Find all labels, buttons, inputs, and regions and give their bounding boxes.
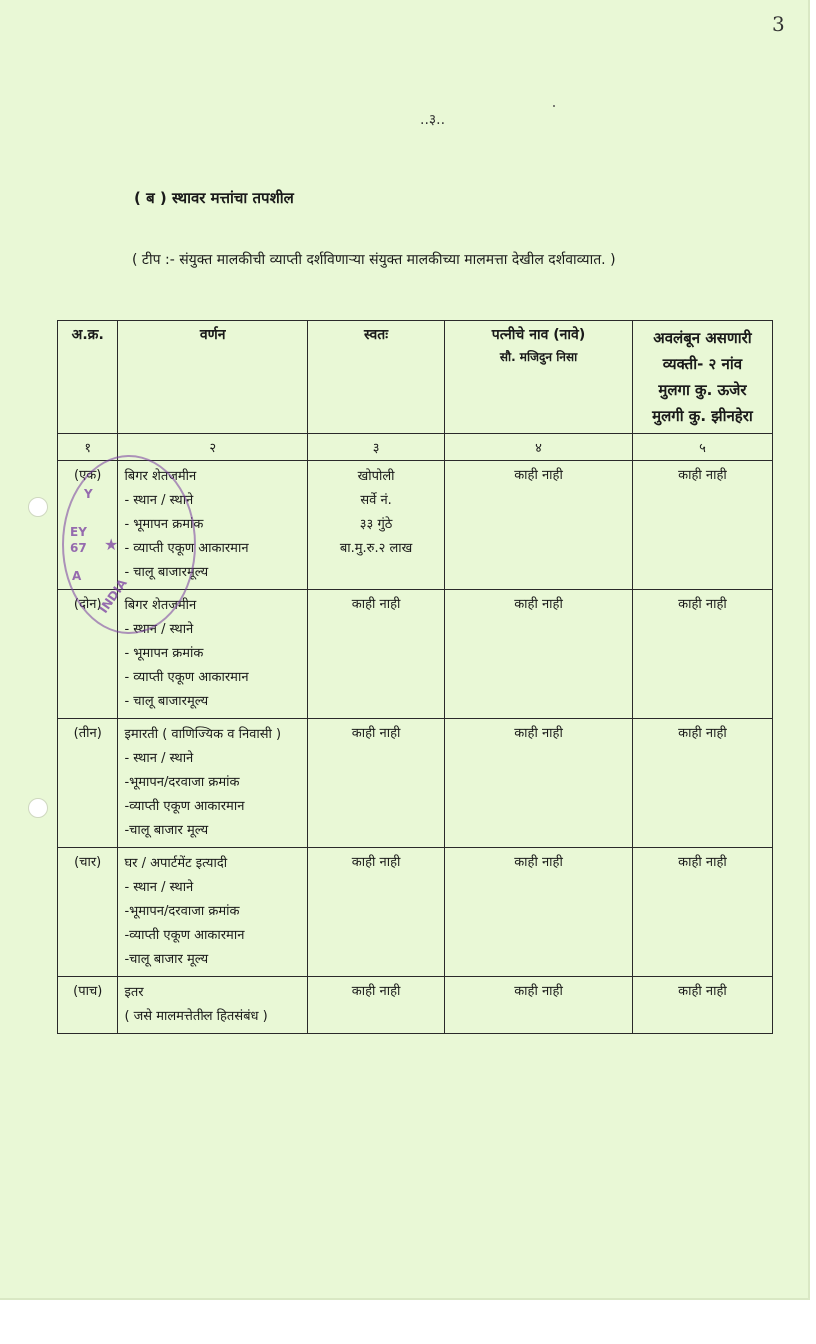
row-dependents: काही नाही xyxy=(632,977,772,1034)
immovable-assets-table xyxy=(57,320,773,1034)
row-dependents: काही नाही xyxy=(632,461,772,590)
self-line: ३३ गुंठे xyxy=(359,517,393,532)
stamp-text: 67 xyxy=(70,541,87,555)
header-dependents xyxy=(632,321,772,434)
description-line: - भूमापन क्रमांक xyxy=(124,646,204,661)
row-description xyxy=(118,977,308,1034)
column-number-row xyxy=(58,434,773,461)
row-self: काही नाही xyxy=(308,848,445,977)
row-dependents: काही नाही xyxy=(632,719,772,848)
column-number: २ xyxy=(118,434,308,461)
description-line: घर / अपार्टमेंट इत्यादी xyxy=(124,856,228,871)
description-line: इतर xyxy=(124,985,144,1000)
punch-hole xyxy=(28,497,48,517)
column-number: ५ xyxy=(632,434,772,461)
row-spouse: काही नाही xyxy=(445,461,633,590)
corner-page-number: 3 xyxy=(772,12,785,36)
description-line: - व्याप्ती एकूण आकारमान xyxy=(124,541,249,556)
row-serial: (पाच) xyxy=(58,977,118,1034)
header-dependents-line: मुलगी कु. झीनहेरा xyxy=(652,407,753,425)
row-serial: (तीन) xyxy=(58,719,118,848)
header-spouse-label: पत्नीचे नाव (नावे) xyxy=(491,327,586,343)
description-line: - व्याप्ती एकूण आकारमान xyxy=(124,670,249,685)
row-serial: (एक) xyxy=(58,461,118,590)
official-seal-stamp xyxy=(62,455,196,634)
row-dependents: काही नाही xyxy=(632,848,772,977)
row-serial: (चार) xyxy=(58,848,118,977)
description-line: - भूमापन क्रमांक xyxy=(124,517,204,532)
self-line: सर्वे नं. xyxy=(360,493,392,508)
self-line: खोपोली xyxy=(357,469,395,484)
description-line: - स्थान / स्थाने xyxy=(124,751,194,766)
description-line: -भूमापन/दरवाजा क्रमांक xyxy=(124,904,240,919)
header-self: स्वतः xyxy=(308,321,445,434)
row-dependents: काही नाही xyxy=(632,590,772,719)
row-spouse: काही नाही xyxy=(445,848,633,977)
stamp-text: INDIA xyxy=(96,576,130,616)
self-line: बा.मु.रु.२ लाख xyxy=(339,541,413,556)
column-number: ३ xyxy=(308,434,445,461)
table-header-row xyxy=(58,321,773,434)
description-line: -व्याप्ती एकूण आकारमान xyxy=(124,928,245,943)
ink-speck xyxy=(553,105,555,107)
header-description: वर्णन xyxy=(118,321,308,434)
row-self: काही नाही xyxy=(308,977,445,1034)
table-row xyxy=(58,977,773,1034)
description-line: बिगर शेतजमीन xyxy=(124,598,197,613)
description-line: ( जसे मालमत्तेतील हितसंबंध ) xyxy=(124,1009,268,1024)
star-icon: ★ xyxy=(104,535,119,554)
description-line: इमारती ( वाणिज्यिक व निवासी ) xyxy=(124,727,282,742)
header-dependents-line: व्यक्ती- २ नांव xyxy=(662,355,743,373)
description-line: - चालू बाजारमूल्य xyxy=(124,694,209,709)
stamp-text: A xyxy=(72,569,82,583)
description-line: -चालू बाजार मूल्य xyxy=(124,823,209,838)
row-self: काही नाही xyxy=(308,719,445,848)
row-description xyxy=(118,848,308,977)
section-heading: ( ब ) स्थावर मत्तांचा तपशील xyxy=(134,189,294,207)
header-spouse xyxy=(445,321,633,434)
description-line: - स्थान / स्थाने xyxy=(124,622,194,637)
row-self xyxy=(308,461,445,590)
punch-hole xyxy=(28,798,48,818)
description-line: -चालू बाजार मूल्य xyxy=(124,952,209,967)
description-line: -भूमापन/दरवाजा क्रमांक xyxy=(124,775,240,790)
row-spouse: काही नाही xyxy=(445,590,633,719)
column-number: ४ xyxy=(445,434,633,461)
stamp-text: Y xyxy=(84,487,93,501)
table-row xyxy=(58,848,773,977)
header-spouse-name: सौ. मजिदुन निसा xyxy=(499,350,578,364)
row-description xyxy=(118,719,308,848)
page-marker: ..३.. xyxy=(420,112,446,128)
section-note: ( टीप :- संयुक्त मालकीची व्याप्ती दर्शविणाऱ्या संयुक्त मालकीच्या मालमत्ता देखील दर्शवाव्यात. ) xyxy=(132,252,616,268)
row-serial: (दोन) xyxy=(58,590,118,719)
description-line: बिगर शेतजमीन xyxy=(124,469,197,484)
stamp-text: EY xyxy=(70,525,87,539)
description-line: -व्याप्ती एकूण आकारमान xyxy=(124,799,245,814)
header-serial: अ.क्र. xyxy=(58,321,118,434)
description-line: - स्थान / स्थाने xyxy=(124,493,194,508)
column-number: १ xyxy=(58,434,118,461)
description-line: - स्थान / स्थाने xyxy=(124,880,194,895)
description-line: - चालू बाजारमूल्य xyxy=(124,565,209,580)
header-dependents-line: मुलगा कु. ऊजेर xyxy=(658,381,747,399)
row-spouse: काही नाही xyxy=(445,977,633,1034)
row-spouse: काही नाही xyxy=(445,719,633,848)
row-self: काही नाही xyxy=(308,590,445,719)
header-dependents-line: अवलंबून असणारी xyxy=(653,329,752,347)
table-row xyxy=(58,719,773,848)
